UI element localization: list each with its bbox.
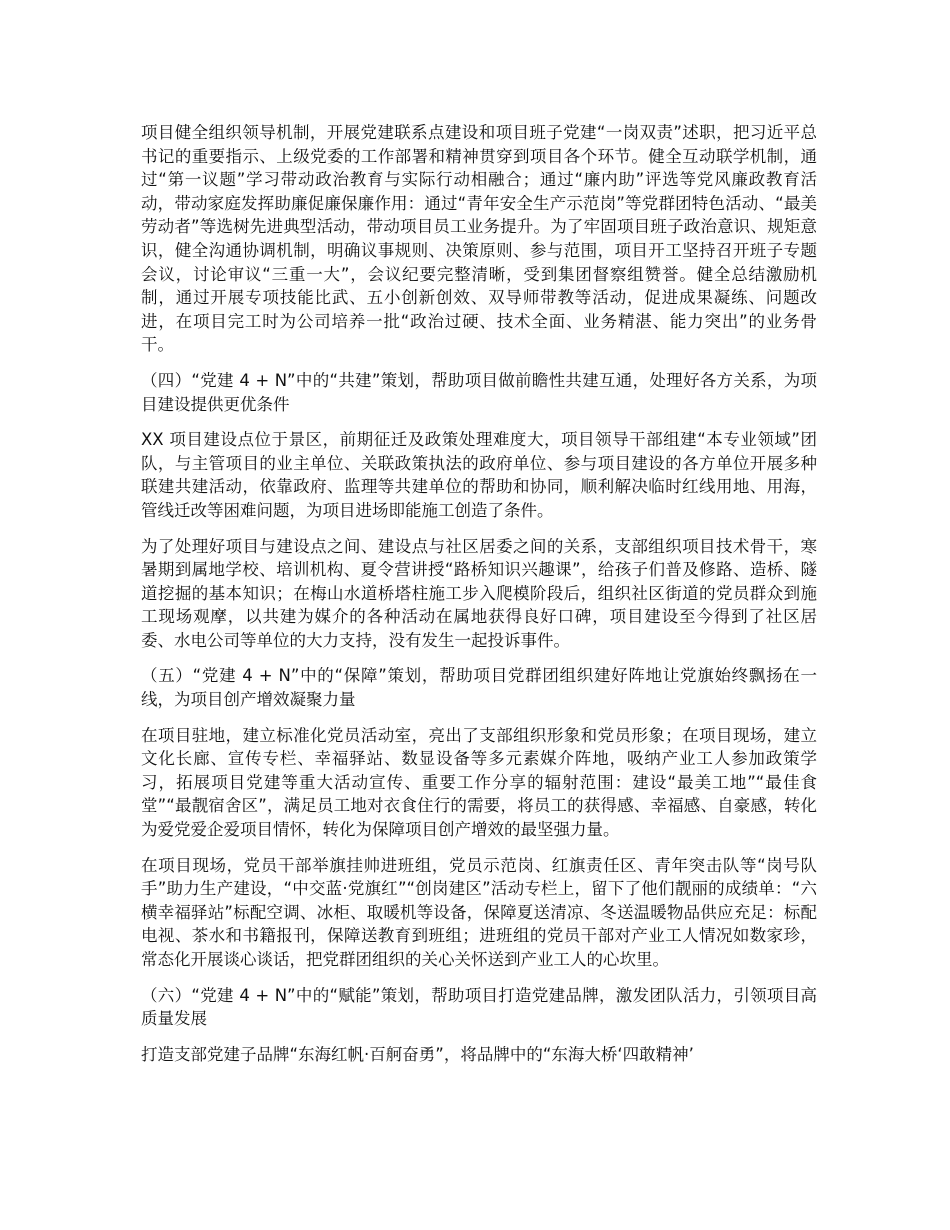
paragraph-5: 在项目现场，党员干部举旗挂帅进班组，党员示范岗、红旗责任区、青年突击队等“岗号队手”助力生产建设，“中交蓝·党旗红”“创岗建区”活动专栏上，留下了他们靓丽的成绩单：“六横幸福驿站”标配空调、冰柜、取暖机等设备，保障夏送清凉、冬送温暖物品供应充足：标配电视、茶水和书籍报刊，保障送教育到班组；进班组的党员干部对产业工人情况如数家珍，常态化开展谈心谈话，把党群团组织的关心关怀送到产业工人的心坎里。 xyxy=(141,855,817,969)
document-body xyxy=(141,121,817,1078)
paragraph-4: 在项目驻地，建立标准化党员活动室，亮出了支部组织形象和党员形象；在项目现场，建立文化长廊、宣传专栏、幸福驿站、数显设备等多元素媒介阵地，吸纳产业工人参加政策学习，拓展项目党建等重大活动宣传、重要工作分享的辐射范围：建设“最美工地”“最佳食堂”“最靓宿舍区”，满足员工地对衣食住行的需要，将员工的获得感、幸福感、自豪感，转化为爱党爱企爱项目情怀，转化为保障项目创产增效的最坚强力量。 xyxy=(141,725,817,840)
section-heading-5: （五）“党建 4 + N”中的“保障”策划，帮助项目党群团组织建好阵地让党旗始终飘扬在一线，为项目创产增效凝聚力量 xyxy=(141,666,817,710)
section-heading-6: （六）“党建 4 + N”中的“赋能”策划，帮助项目打造党建品牌，激发团队活力，引领项目高质量发展 xyxy=(141,985,817,1029)
paragraph-1: 项目健全组织领导机制，开展党建联系点建设和项目班子党建“一岗双责”述职，把习近平总书记的重要指示、上级党委的工作部署和精神贯穿到项目各个环节。健全互动联学机制，通过“第一议题”学习带动政治教育与实际行动相融合；通过“廉内助”评选等党风廉政教育活动，带动家庭发挥助廉促廉保廉作用：通过“青年安全生产示范岗”等党群团特色活动、“最美劳动者”等选树先进典型活动，带动项目员工业务提升。为了牢固项目班子政治意识、规矩意识，健全沟通协调机制，明确议事规则、决策原则、参与范围，项目开工坚持召开班子专题会议，讨论审议“三重一大”，会议纪要完整清晰，受到集团督察组赞誉。健全总结激励机制，通过开展专项技能比武、五小创新创效、双导师带教等活动，促进成果凝练、问题改进，在项目完工时为公司培养一批“政治过硬、技术全面、业务精湛、能力突出”的业务骨干。 xyxy=(141,123,817,355)
paragraph-2: XX 项目建设点位于景区，前期征迁及政策处理难度大，项目领导干部组建“本专业领域”团队，与主管项目的业主单位、关联政策执法的政府单位、参与项目建设的各方单位开展多种联建共建活动，依靠政府、监理等共建单位的帮助和协同，顺利解决临时红线用地、用海，管线迁改等困难问题，为项目进场即能施工创造了条件。 xyxy=(141,430,817,520)
paragraph-6: 打造支部党建子品牌“东海红帆·百舸奋勇”，将品牌中的“东海大桥‘四敢精神’ xyxy=(141,1044,694,1064)
paragraph-3: 为了处理好项目与建设点之间、建设点与社区居委之间的关系，支部组织项目技术骨干，寒暑期到属地学校、培训机构、夏令营讲授“路桥知识兴趣课”，给孩子们普及修路、造桥、隧道挖掘的基本知识；在梅山水道桥塔柱施工步入爬模阶段后，组织社区街道的党员群众到施工现场观摩，以共建为媒介的各种活动在属地获得良好口碑，项目建设至今得到了社区居委、水电公司等单位的大力支持，没有发生一起投诉事件。 xyxy=(141,536,817,650)
section-heading-4: （四）“党建 4 + N”中的“共建”策划，帮助项目做前瞻性共建互通，处理好各方关系，为项目建设提供更优条件 xyxy=(141,370,817,414)
